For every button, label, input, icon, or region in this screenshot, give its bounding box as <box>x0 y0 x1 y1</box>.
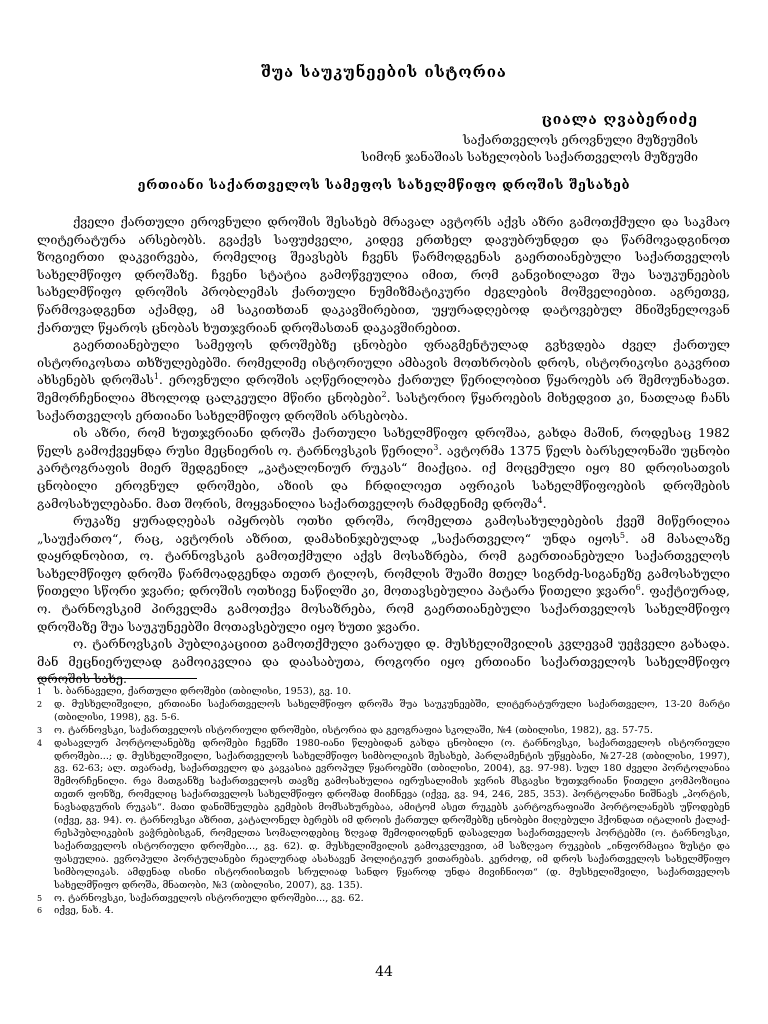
footnote-5 <box>37 893 730 906</box>
author-affiliation-line-1: საქართველოს ეროვნული მუზეუმის <box>463 132 698 147</box>
footnote-ref[interactable]: 1 <box>153 372 159 382</box>
footnote-separator <box>37 678 197 679</box>
footnote-2 <box>37 699 730 725</box>
footnote-6 <box>37 905 730 918</box>
paragraph-text: . ფაქტიურად, ო. ტარნოვსკიმ პირველმა გამოთქვა მოსაზრება, რომ გაერთიანებული საქართველოს სახელმწიფო დროშაზე შუა საუკუნეებში მოთავსებული იყო ხუთი ჯვარი. <box>37 583 730 634</box>
paragraph-4 <box>37 512 730 635</box>
footnote-text: დ. მუსხელიშვილი, ერთიანი საქართველოს სახელმწიფო დროშა შუა საუკუნეებში, ლიტერატურული საქართველო, 13-20 მარტი (თბილისი, 1998), გვ. 5-6. <box>54 698 730 723</box>
paragraph-text: . ავტორმა 1375 წელს ბარსელონაში უცნობი კარტოგრაფის მიერ შედგენილ „კატალონიურ რუკას“ მიაქცია. იქ მოცემული იყო 80 დროისათვის ცნობილი ეროვნულ დროშები, აზიის და ჩრდილოეთ აფრიკის სახელმწიფოების დროშების გამოსახულებანი. მათ შორის, მოყვანილია საქართველოს რამდენიმე დროშა <box>37 442 730 511</box>
article-body <box>37 213 730 688</box>
footnote-text: ო. ტარნოვსკი, საქართველოს ისტორიული დროშები..., გვ. 62. <box>54 892 364 904</box>
footnote-text: იქვე, ნახ. 4. <box>54 905 114 917</box>
paragraph-text: ო. ტარნოვსკის პუბლიკაციით გამოთქმული ვარაუდი დ. მუსხელიშვილის კვლევამ უეჭველი გახადა. მან მეცნიერულად გამოიკვლია და დაასაბუთა, როგორი იყო ერთიანი საქართველოს სახელმწიფო დროშის სახე. <box>37 636 730 687</box>
footnote-number: 3 <box>37 725 43 735</box>
paragraph-text: . ამ მასალაზე დაყრდნობით, ო. ტარნოვსკის გამოთქმული აქვს მოსაზრება, რომ გაერთიანებული საქართველოს სახელმწიფო დროშა წარმოადგენდა თეთრ ტილოს, რომლის შუაში მთელ სიგრძე-სიგანეზე გამოსახული წითელი სწორი ჯვარი; დროშის ოთხივე ნაწილში კი, მოთავსებულია პატარა წითელი ჯვარი <box>37 530 730 599</box>
paragraph-text: . სასტორიო წყაროების მიხედვით კი, ნათლად ჩანს საქართველოს ერთიანი სახელმწიფო დროშის არსებობა. <box>37 389 731 423</box>
page-number: 44 <box>375 964 393 980</box>
paragraph-text: გაერთიანებული სამეფოს დროშებზე ცნობები ფრაგმენტულად გვხვდება ძველ ქართულ ისტორიკოსთა თხზულებებში. რომელიმე ისტორიული ამბავის მოთხრობის დროს, ისტორიკოსი გაკვრით ახსენებს დროშას <box>37 337 730 388</box>
footnote-text: ს. ბარნაველი, ქართული დროშები (თბილისი, 1953), გვ. 10. <box>54 686 352 697</box>
paragraph-3 <box>37 424 730 512</box>
paragraph-text: რუკაზე ყურადღებას იპყრობს ოთხი დროშა, რომელთა გამოსახულებების ქვეშ მიწერილია „საუქართო“, რაც, ავტორის აზრით, დამახინჯებულად „საქართველო“ უნდა იყოს <box>37 513 730 546</box>
paragraph-text: ქველი ქართული ეროვნული დროშის შესახებ მრავალ ავტორს აქვს აზრი გამოთქმული და საკმაო ლიტერატურა არსებობს. გვაქვს საფუძველი, კიდევ ერთხელ დავუბრუნდეთ და წარმოვადგინოთ ზოგიერთი დაკვირვება, რომელიც შეავსებს ჩვენს წარმოდგენას გაერთიანებული საქართველოს სახელმწიფო დროშაზე. ჩვენი სტატია გამოწვეულია იმით, რომ განვიხილავთ შუა საუკუნეების სახელმწიფო დროშის პრობლემას ქართული ნუმიზმატიკური ძეგლების მოშველიებით. აგრეთვე, წარმოვადგენთ აქამდე, ამ საკითხთან დაკავშირებით, უყურადღებოდ დატოვებულ მნიშვნელოვან ქართულ წყაროს ცნობას ხუთჯვრიან დროშასთან დაკავშირებით. <box>37 214 730 335</box>
paragraph-text: ის აზრი, რომ ხუთჯვრიანი დროშა ქართული სახელმწიფო დროშაა, გახდა მაშინ, როდესაც 1982 წელს გამოქვეყნდა რუსი მეცნიერის ო. ტარნოვსკის წერილი <box>37 425 730 458</box>
footnotes <box>37 686 730 918</box>
paragraph-text: . <box>542 495 547 511</box>
footnote-number: 2 <box>37 699 43 709</box>
footnote-text: ო. ტარნოვსკი, საქართველოს ისტორიული დროშები, ისტორია და გეოგრაფია სკოლაში, №4 (თბილისი, 1982), გვ. 57-75. <box>54 724 653 736</box>
paragraph-5 <box>37 635 730 688</box>
footnote-ref[interactable]: 6 <box>635 583 641 593</box>
footnote-number: 1 <box>37 687 43 696</box>
section-title: შუა საუკუნეების ისტორია <box>261 63 507 81</box>
paragraph-2 <box>37 336 730 424</box>
footnote-3 <box>37 725 730 738</box>
footnote-1 <box>37 686 730 699</box>
paragraph-1 <box>37 213 730 336</box>
footnote-4 <box>37 738 730 893</box>
footnote-number: 6 <box>37 906 43 916</box>
author-name: ციალა ღვაბერიძე <box>541 112 698 128</box>
footnote-number: 4 <box>37 738 43 748</box>
article-title: ერთიანი საქართველოს სამეფოს სახელმწიფო დროშის შესახებ <box>137 177 631 192</box>
footnote-text: დასავლურ პორტოლანებზე დროშები ჩვენში 1980-იანი წლებიდან გახდა ცნობილი (ო. ტარნოვსკი, საქართველოს ისტორიული დროშები...; დ. მუსხელიშვილი, საქართველოს სახელმწიფო სიმბოლიკის შესახებ, პარლამენტის უწყებანი, №27-28 (თბილისი, 1997), გვ. 62-63; ალ. თვარაძე, საქართველო და კავკასია ევროპულ წყაროებში (თბილისი, 2004), გვ. 97-98). სულ 180 ძველი პორტოლანია შემორჩენილი. რვა მათგანზე საქართველოს თავზე გამოსახულია იერუსალიმის ჯვრის მსგავსი ხუთჯვრიანი წითელი კომპოზიცია თეთრ ფონზე, რომელიც საქართველოს სახელმწიფო დროშად მიიჩნევა (იქვე, გვ. 94, 246, 285, 353). პორტოლანი ნიშნავს „პორტის, ნავსადგურის რუკას“. მათი დანიშნულება გემების მომსახურებაა, ამიტომ ასეთ რუკებს კარტოგრაფიაში პორტოლანებს უწოდებენ (იქვე, გვ. 94). ო. ტარნოვსკი აზრით, კატალონელ ბერებს იმ დროის ქართულ დროშებზე ცნობები მიღებული ჰქონდათ იტალიის ქალაქ-რესპუბლიკების ვაჭრებისგან, რომელთა სომალოდებიც ზღვად შემოდიოდნენ დასავლეთ საქართველოს პორტებში (ო. ტარნოვსკი, საქართველოს ისტორიული დროშები..., გვ. 62). დ. მუსხელიშვილის გამოკვლევით, ამ საზღვაო რუკების „ინფორმაცია ზუსტი და ფასეულია. ევროპული პორტულანები რეალურად ასახავენ პოლიტიკურ ვითარებას. კერძოდ, იმ დროს საქართველოს სახელმწიფო სიმბოლიკას. ამდენად ისინი ისტორიისთვის სრულიად სანდო წყაროდ უნდა მივიჩნიოთ“ (დ. მუსხელიშვილი, საქართველოს სახელმწიფო დროშა, მნათობი, №3 (თბილისი, 2007), გვ. 135). <box>54 737 730 891</box>
paragraph-text: . ეროვნული დროშის აღწერილობა ქართულ წერილობით წყაროებს არ შემოუნახავთ. შემორჩენილია მხოლოდ ცალკეული მწირი ცნობები <box>37 372 730 405</box>
footnote-ref[interactable]: 5 <box>619 530 625 540</box>
footnote-ref[interactable]: 3 <box>433 442 439 452</box>
author-block <box>362 112 698 165</box>
footnote-number: 5 <box>37 893 43 903</box>
footnote-ref[interactable]: 4 <box>537 495 543 505</box>
footnote-ref[interactable]: 2 <box>381 389 387 399</box>
author-affiliation-line-2: სიმონ ჯანაშიას სახელობის საქართველოს მუზეუმი <box>361 149 698 164</box>
